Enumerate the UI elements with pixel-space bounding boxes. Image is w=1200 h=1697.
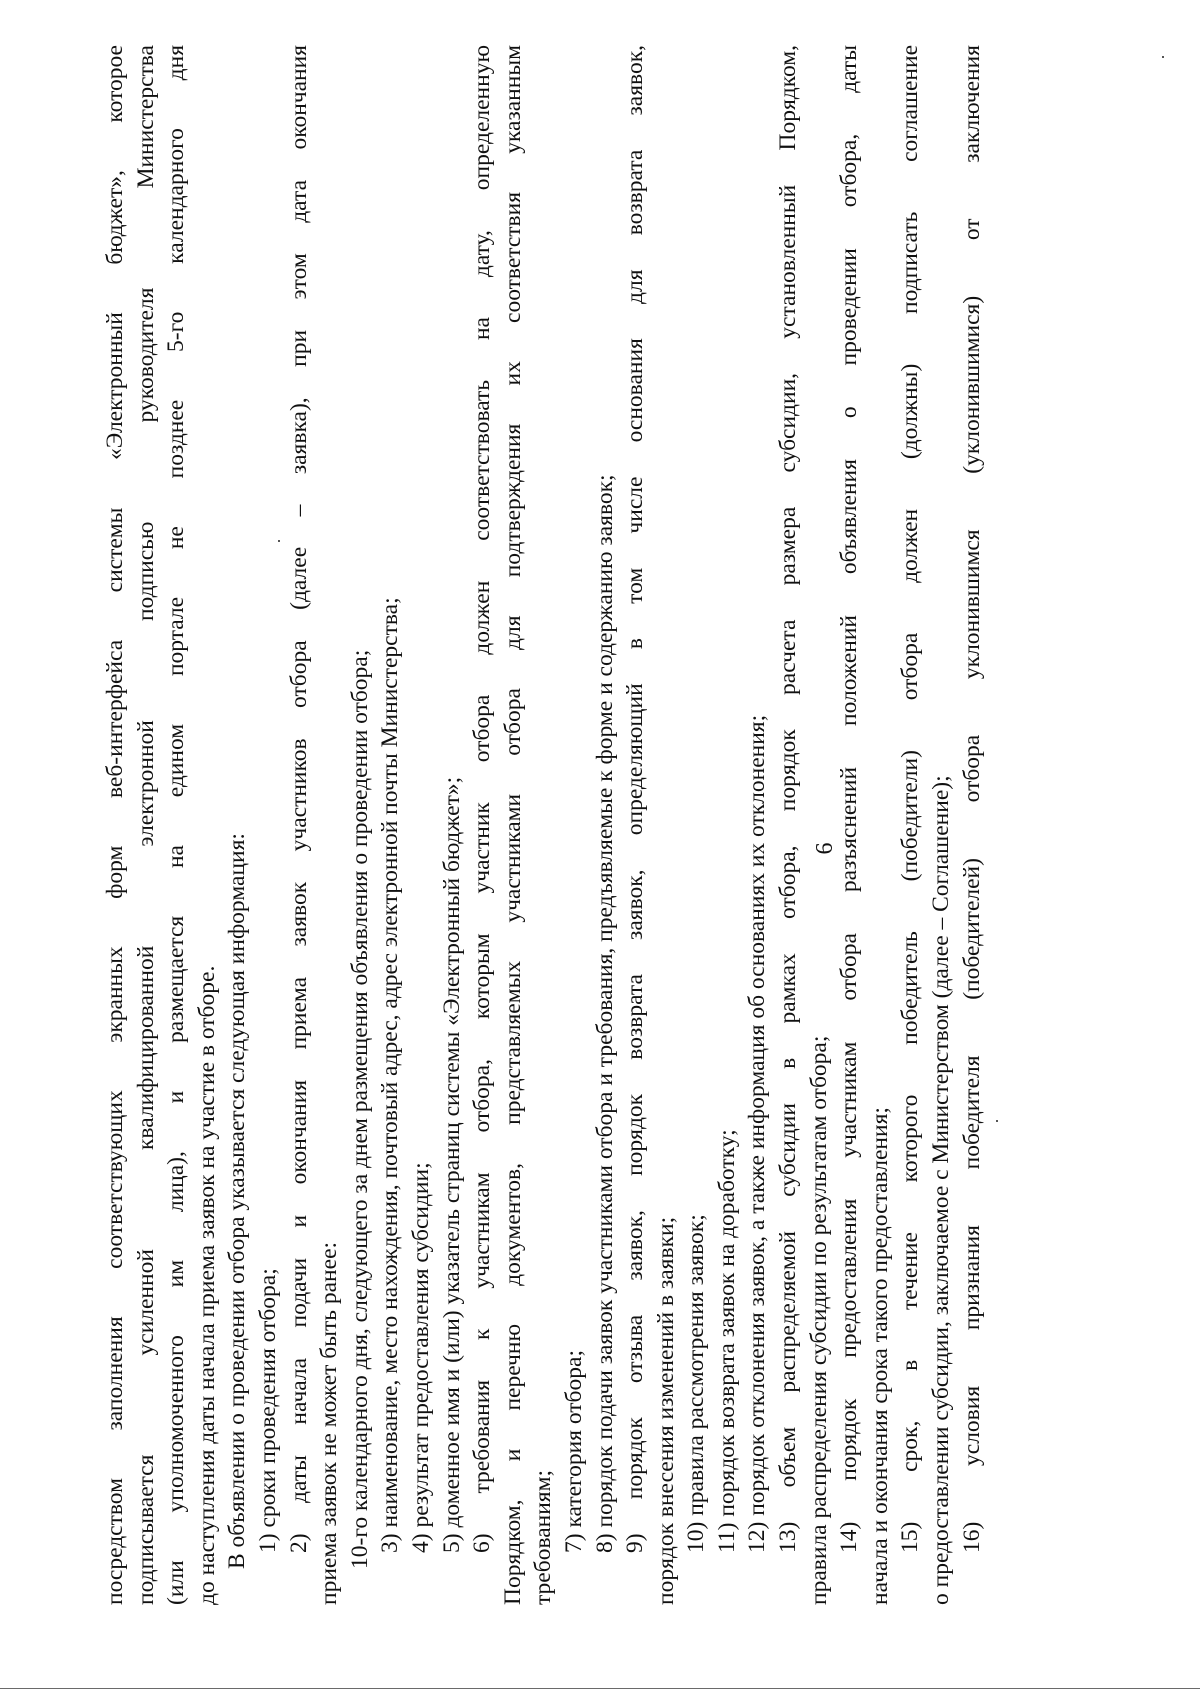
text-line: требованиям;	[530, 1469, 557, 1605]
list-item: 8) порядок подачи заявок участниками отбора и требования, предъявляемые к форме и содержанию заявок;	[591, 474, 618, 1553]
text-line: Порядком, и перечню документов, представляемых участниками отбора для подтверждения их соответствия указанным	[499, 45, 526, 1605]
text-line: 10-го календарного дня, следующего за днем размещения объявления о проведении отбора;	[346, 649, 373, 1569]
text-line: подписывается усиленной квалифицированной электронной подписью руководителя Министерства	[132, 45, 159, 1605]
list-item: 16) условия признания победителя (победителей) отбора уклонившимся (уклонившимися) от заключения	[958, 45, 985, 1553]
scan-edge-line	[0, 1688, 1200, 1689]
text-line: о предоставлении субсидии, заключаемое с Министерством (далее – Соглашение);	[928, 775, 955, 1605]
list-item: 5) доменное имя и (или) указатель страниц системы «Электронный бюджет»;	[438, 776, 465, 1553]
list-item: 10) правила рассмотрения заявок;	[683, 1214, 710, 1553]
document-body	[100, 45, 987, 1605]
list-item: 14) порядок предоставления участникам отбора разъяснений положений объявления о проведении отбора, даты	[836, 45, 863, 1553]
list-item: 9) порядок отзыва заявок, порядок возврата заявок, определяющий в том числе основания для возврата заявок,	[622, 45, 649, 1553]
text-line: порядок внесения изменений в заявки;	[652, 1216, 679, 1605]
list-item: 11) порядок возврата заявок на доработку;	[713, 1129, 740, 1553]
text-line: (или уполномоченного им лица), и размещается на едином портале не позднее 5-го календарного дня	[163, 45, 190, 1605]
text-line: правила распределения субсидии по результатам отбора;	[805, 1035, 832, 1605]
list-item: 2) даты начала подачи и окончания приема заявок участников отбора (далее – заявка), при этом дата окончания	[285, 45, 312, 1553]
scan-speck	[1162, 56, 1164, 58]
list-item: 7) категория отбора;	[560, 1350, 587, 1553]
text-line: посредством заполнения соответствующих экранных форм веб-интерфейса системы «Электронный бюджет», которое	[102, 45, 128, 1605]
list-item: 13) объем распределяемой субсидии в рамках отбора, порядок расчета размера субсидии, установленный Порядком,	[775, 45, 802, 1553]
text-line: до наступления даты начала приема заявок на участие в отборе.	[193, 965, 220, 1605]
text-line: приема заявок не может быть ранее:	[316, 1241, 343, 1605]
list-item: 1) сроки проведения отбора;	[254, 1268, 281, 1553]
scan-speck	[996, 1120, 998, 1122]
list-item: 12) порядок отклонения заявок, а также информация об основаниях их отклонения;	[744, 714, 771, 1553]
list-item: 6) требования к участникам отбора, которым участник отбора должен соответствовать на дату, определенную	[469, 45, 496, 1553]
list-item: 3) наименование, место нахождения, почтовый адрес, адрес электронной почты Министерства;	[377, 597, 404, 1553]
page-number: 6	[812, 842, 838, 855]
text-line: В объявлении о проведении отбора указывается следующая информация:	[224, 833, 251, 1569]
text-line: начала и окончания срока такого предоставления;	[866, 1107, 893, 1605]
scan-speck	[278, 540, 280, 542]
list-item: 15) срок, в течение которого победитель (победители) отбора должен (должны) подписать соглашение	[897, 45, 924, 1553]
list-item: 4) результат предоставления субсидии;	[407, 1162, 434, 1553]
